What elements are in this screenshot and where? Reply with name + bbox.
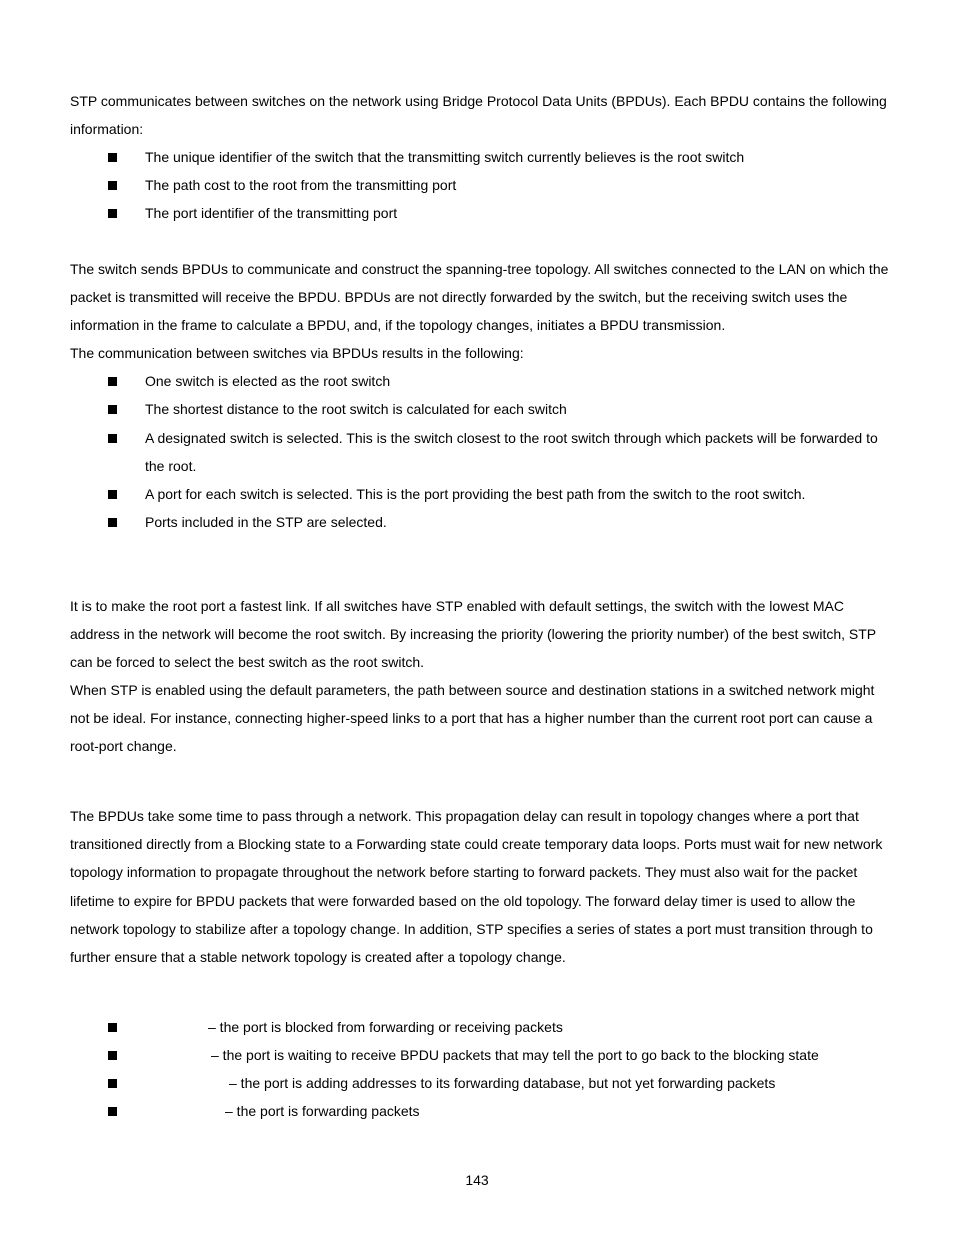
bullet-square-icon	[108, 405, 117, 414]
list-item: A designated switch is selected. This is the switch closest to the root switch through which packets will be forwarded to	[145, 430, 878, 446]
list-item: The unique identifier of the switch that the transmitting switch currently believes is the root switch	[145, 149, 745, 165]
paragraph-line: transitioned directly from a Blocking state to a Forwarding state could create temporary data loops. Ports must wait for new network	[70, 836, 883, 852]
paragraph-line: packet is transmitted will receive the BPDU. BPDUs are not directly forwarded by the switch, but the receiving switch uses the	[70, 289, 848, 305]
state-description: – the port is waiting to receive BPDU packets that may tell the port to go back to the blocking state	[211, 1047, 819, 1063]
list-item: The path cost to the root from the transmitting port	[145, 177, 457, 193]
list-item-continuation: the root.	[145, 458, 197, 474]
bullet-square-icon	[108, 518, 117, 527]
paragraph-line: STP communicates between switches on the network using Bridge Protocol Data Units (BPDUs). Each BPDU contains the following	[70, 93, 887, 109]
state-description: – the port is blocked from forwarding or receiving packets	[208, 1019, 563, 1035]
bullet-square-icon	[108, 377, 117, 386]
bullet-square-icon	[108, 434, 117, 443]
list-item: The port identifier of the transmitting port	[145, 205, 398, 221]
state-description: – the port is forwarding packets	[225, 1103, 420, 1119]
paragraph-line: topology information to propagate throughout the network before starting to forward packets. They must also wait for the packet	[70, 864, 858, 880]
paragraph-line: The switch sends BPDUs to communicate and construct the spanning-tree topology. All switches connected to the LAN on which the	[70, 261, 889, 277]
paragraph-line: lifetime to expire for BPDU packets that were forwarded based on the old topology. The forward delay timer is used to allow the	[70, 893, 856, 909]
page-number: 143	[465, 1172, 489, 1188]
paragraph-line: information in the frame to calculate a BPDU, and, if the topology changes, initiates a BPDU transmission.	[70, 317, 726, 333]
bullet-square-icon	[108, 1051, 117, 1060]
paragraph-line: not be ideal. For instance, connecting higher-speed links to a port that has a higher number than the current root port can cause a	[70, 710, 873, 726]
paragraph-line: It is to make the root port a fastest link. If all switches have STP enabled with default settings, the switch with the lowest MAC	[70, 598, 844, 614]
bullet-square-icon	[108, 490, 117, 499]
bullet-square-icon	[108, 1107, 117, 1116]
bullet-square-icon	[108, 209, 117, 218]
bullet-square-icon	[108, 1079, 117, 1088]
bullet-square-icon	[108, 181, 117, 190]
paragraph-line: root-port change.	[70, 738, 177, 754]
paragraph-line: network topology to stabilize after a topology change. In addition, STP specifies a series of states a port must transition through to	[70, 921, 873, 937]
state-description: – the port is adding addresses to its forwarding database, but not yet forwarding packets	[229, 1075, 776, 1091]
bullet-square-icon	[108, 1023, 117, 1032]
list-item: One switch is elected as the root switch	[145, 373, 391, 389]
paragraph-line: address in the network will become the root switch. By increasing the priority (lowering the priority number) of the best switch, STP	[70, 626, 877, 642]
paragraph-line: The BPDUs take some time to pass through a network. This propagation delay can result in topology changes where a port that	[70, 808, 859, 824]
paragraph-line: When STP is enabled using the default parameters, the path between source and destination stations in a switched network might	[70, 682, 875, 698]
paragraph-line: further ensure that a stable network topology is created after a topology change.	[70, 949, 566, 965]
list-item: The shortest distance to the root switch is calculated for each switch	[145, 401, 567, 417]
paragraph-line: information:	[70, 121, 144, 137]
bullet-square-icon	[108, 153, 117, 162]
paragraph-line: can be forced to select the best switch as the root switch.	[70, 654, 425, 670]
paragraph-line: The communication between switches via BPDUs results in the following:	[70, 345, 524, 361]
list-item: Ports included in the STP are selected.	[145, 514, 387, 530]
list-item: A port for each switch is selected. This is the port providing the best path from the switch to the root switch.	[145, 486, 806, 502]
